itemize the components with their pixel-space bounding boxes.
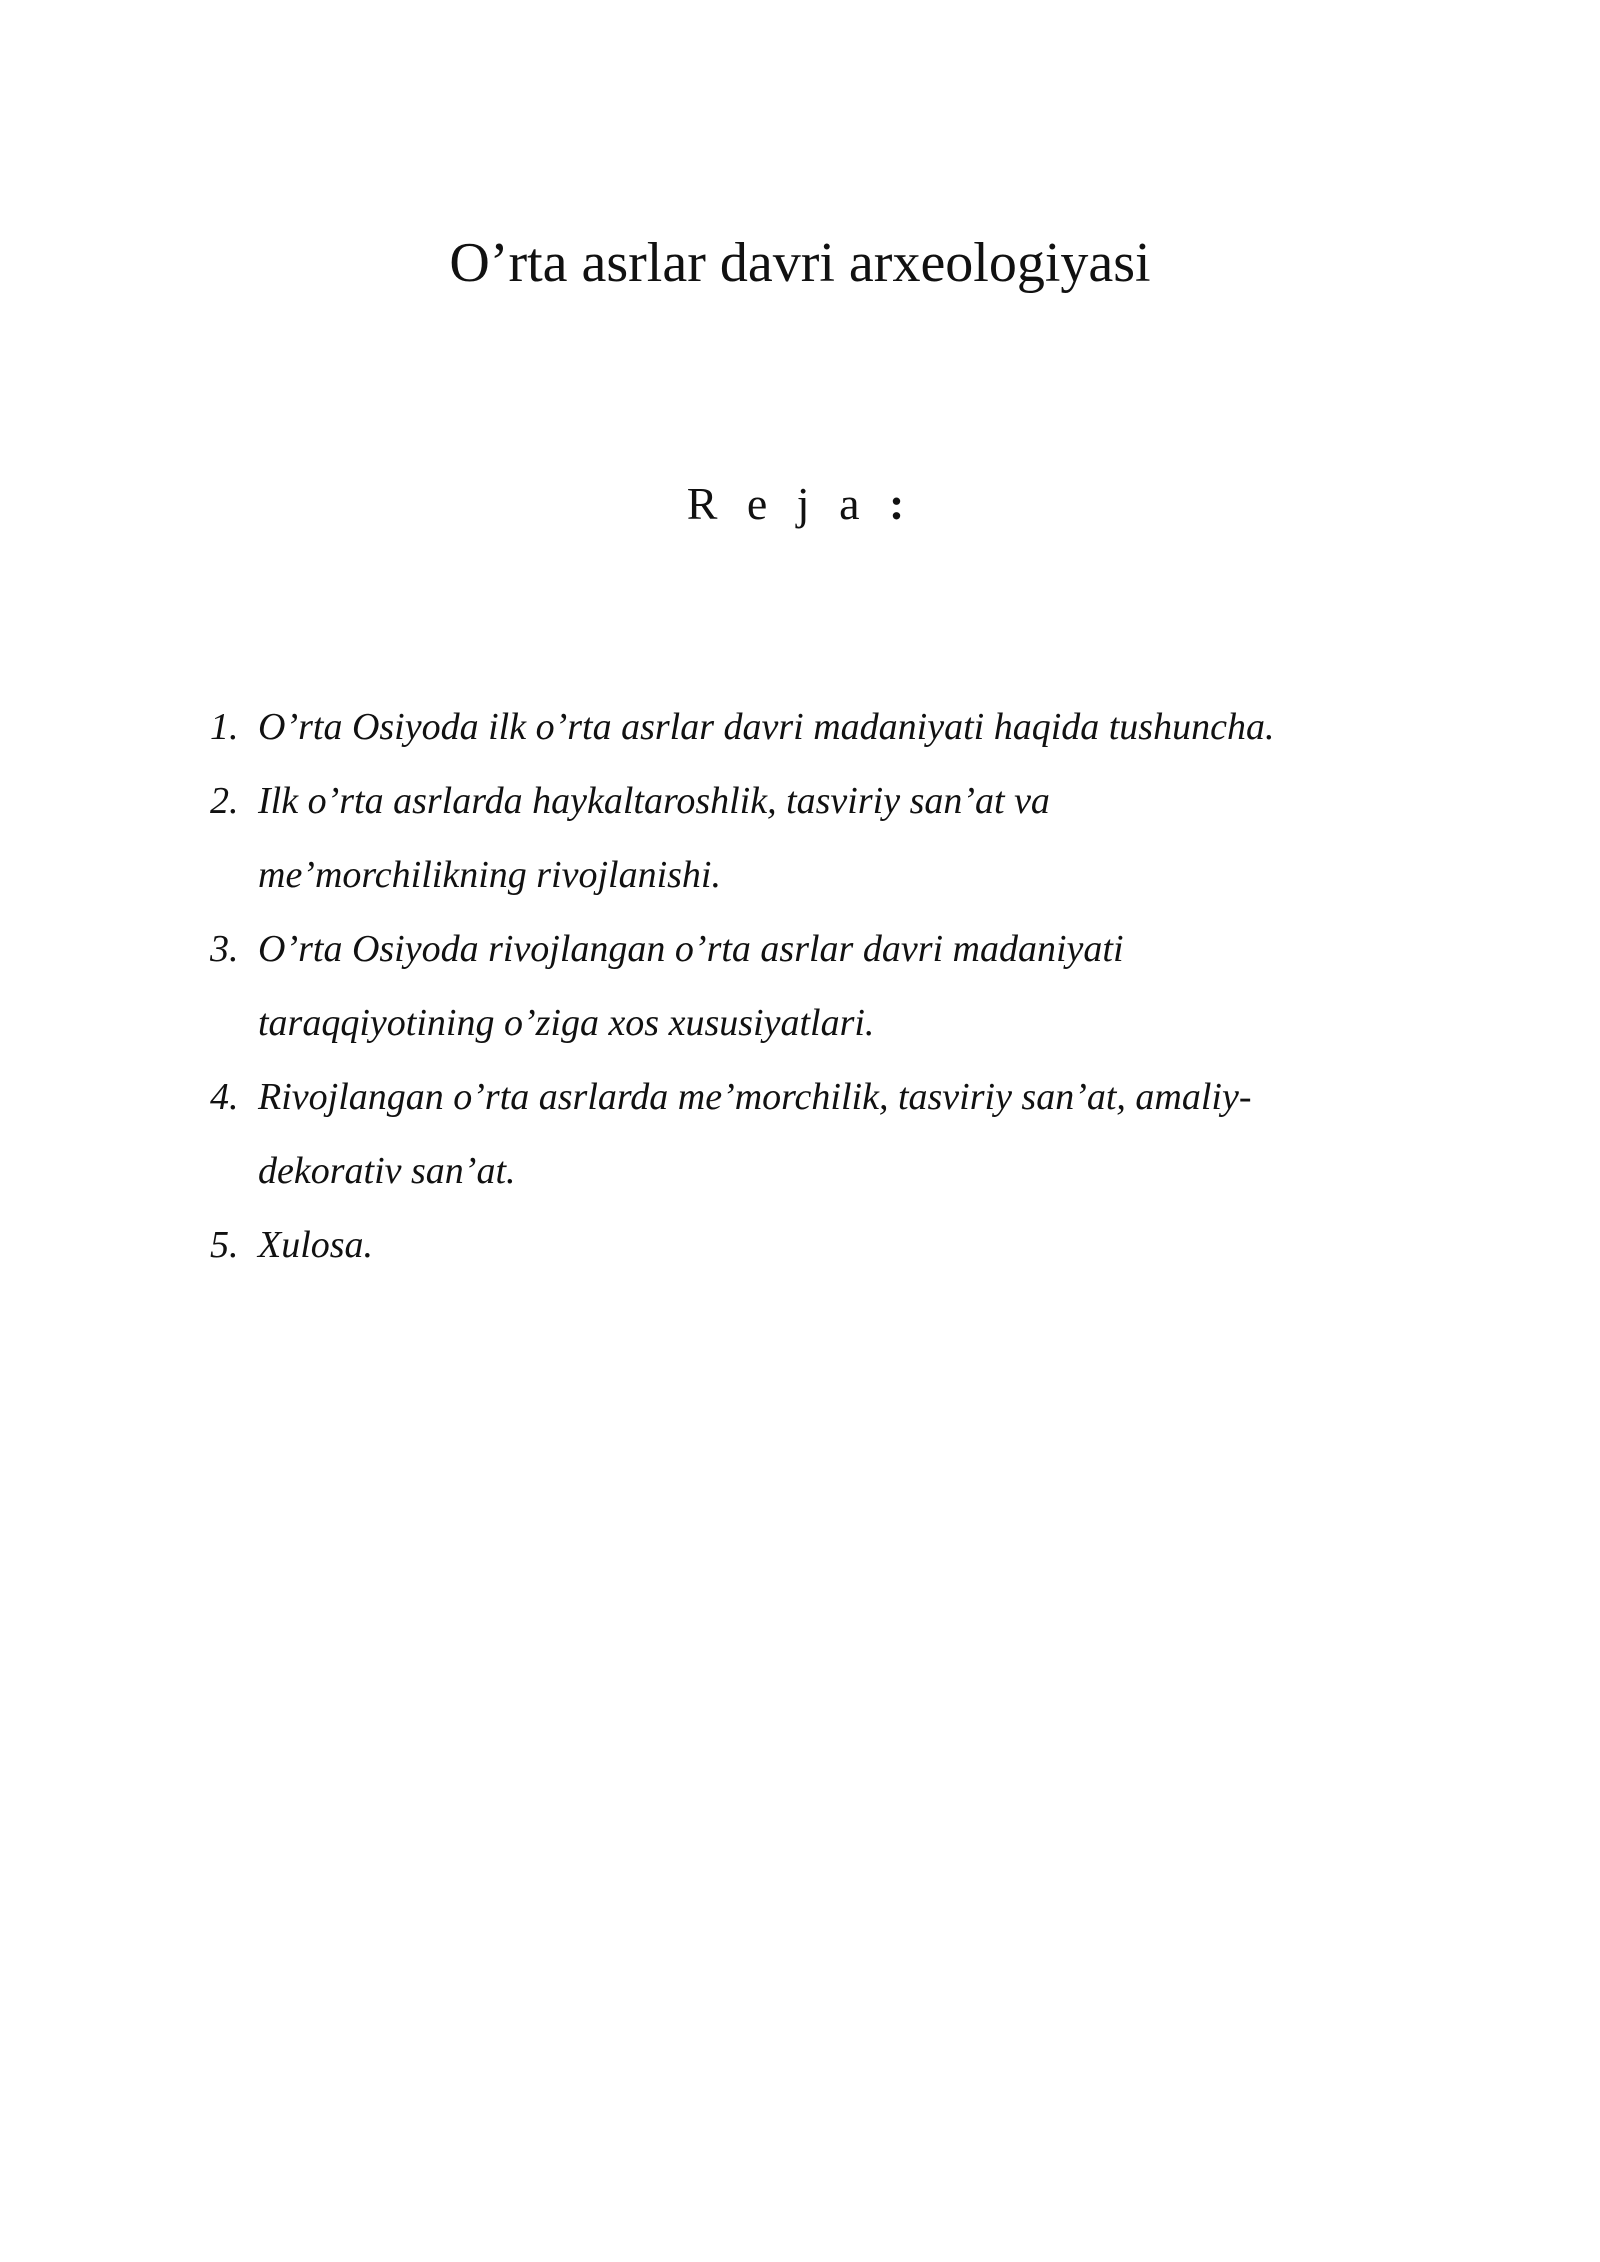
plan-heading <box>0 474 1600 534</box>
plan-item-number: 3. <box>210 928 239 970</box>
plan-heading-text: R e j a <box>686 478 869 529</box>
plan-item-text-line-2: taraqqiyotining o’ziga xos xususiyatlari. <box>258 1002 875 1044</box>
plan-heading-colon: : <box>888 478 914 529</box>
plan-item-1 <box>210 690 1450 764</box>
plan-item-text-line-2: me’morchilikning rivojlanishi. <box>258 854 721 896</box>
plan-item-text-line-1: O’rta Osiyoda rivojlangan o’rta asrlar davri madaniyati <box>258 928 1124 970</box>
document-title: O’rta asrlar davri arxeologiyasi <box>449 232 1151 294</box>
plan-item-4 <box>210 1060 1450 1208</box>
plan-item-text: O’rta Osiyoda ilk o’rta asrlar davri madaniyati haqida tushuncha. <box>258 706 1275 748</box>
plan-list <box>210 690 1450 1282</box>
plan-item-2 <box>210 764 1450 912</box>
plan-item-5 <box>210 1208 1450 1282</box>
plan-item-text-line-2: dekorativ san’at. <box>258 1150 516 1192</box>
plan-item-text-line-1: Ilk o’rta asrlarda haykaltaroshlik, tasviriy san’at va <box>258 780 1050 822</box>
plan-item-number: 1. <box>210 706 239 748</box>
plan-item-text: Xulosa. <box>258 1224 374 1266</box>
plan-item-number: 5. <box>210 1224 239 1266</box>
plan-item-number: 4. <box>210 1076 239 1118</box>
plan-item-text-line-1: Rivojlangan o’rta asrlarda me’morchilik, tasviriy san’at, amaliy- <box>258 1076 1252 1118</box>
plan-item-3 <box>210 912 1450 1060</box>
plan-item-number: 2. <box>210 780 239 822</box>
